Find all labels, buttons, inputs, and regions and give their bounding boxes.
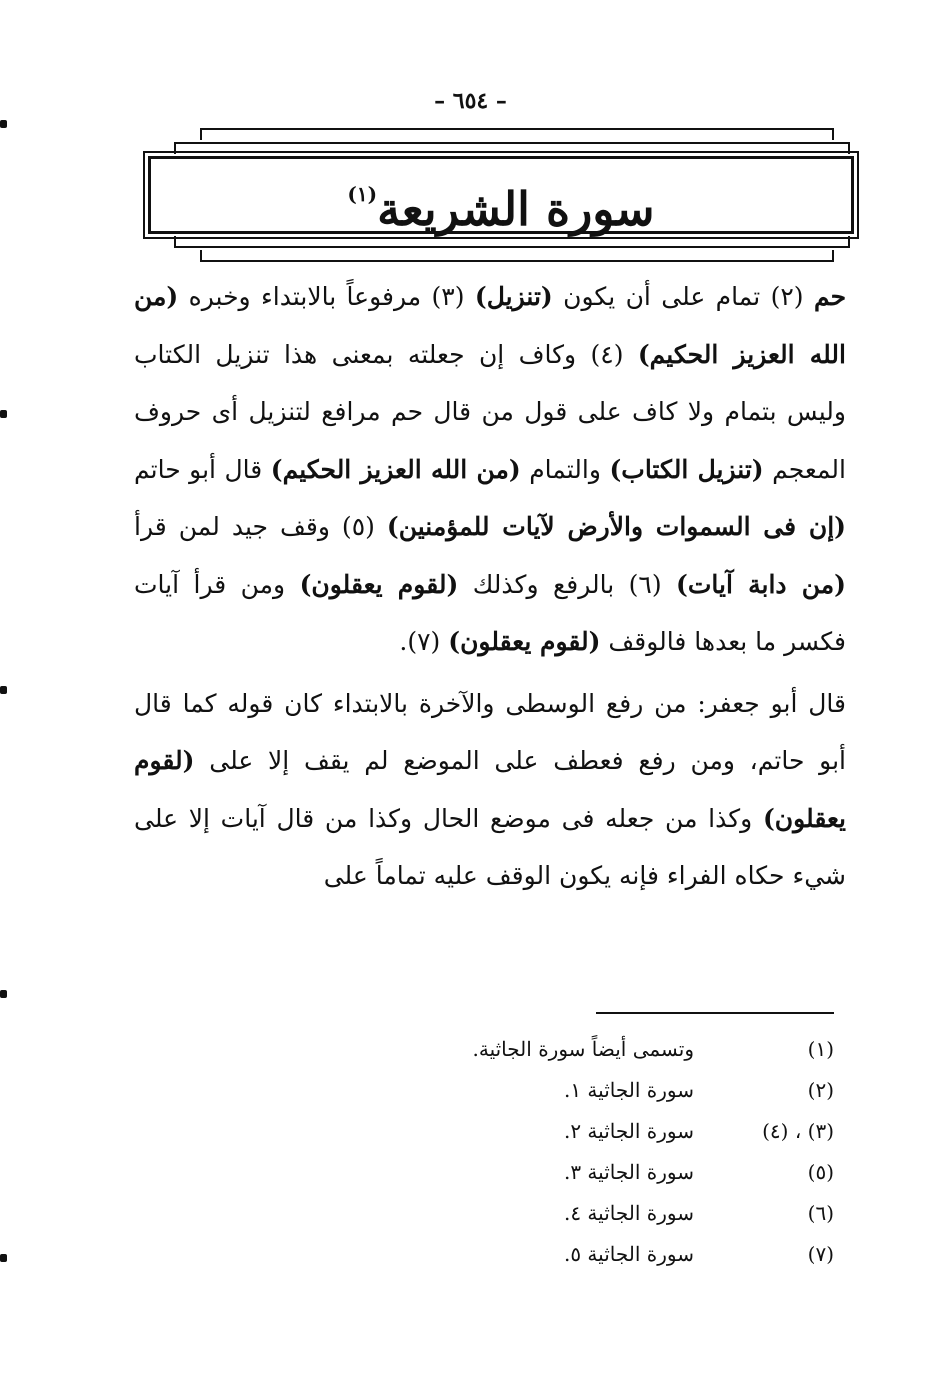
footnote-item <box>380 1192 840 1233</box>
scan-margin-mark <box>0 1254 7 1262</box>
footnote-item <box>380 1233 840 1274</box>
title-frame-line <box>200 128 834 140</box>
quran-quote: (من الله العزيز الحكيم) <box>134 282 846 369</box>
paragraph-2 <box>134 675 846 905</box>
scan-margin-mark <box>0 120 7 128</box>
quran-quote: (لقوم يعقلون) <box>134 746 846 833</box>
footnote-number: (٦) <box>807 1200 834 1225</box>
commentary-text: (٤) وكاف إن جعلته بمعنى هذا تنزيل الكتاب وليس بتمام ولا كاف على قول من قال حم مرافع لتنزيل أى حروف المعجم <box>134 339 846 484</box>
commentary-text: قال أبو حاتم <box>134 454 271 484</box>
quran-quote: حم <box>813 282 847 311</box>
footnote-text: سورة الجاثية ٣. <box>563 1159 694 1184</box>
footnote-number: (٥) <box>807 1159 834 1184</box>
footnotes-list <box>380 1028 840 1274</box>
title-frame-line <box>174 142 850 154</box>
footnote-number: (٢) <box>807 1077 834 1102</box>
footnote-item <box>380 1069 840 1110</box>
quran-quote: (من الله العزيز الحكيم) <box>270 454 521 484</box>
quran-quote: (لقوم يعقلون) <box>299 569 459 599</box>
scan-margin-mark <box>0 990 7 998</box>
footnote-text: سورة الجاثية ١. <box>563 1077 694 1102</box>
quran-quote: (إن فى السموات والأرض لآيات للمؤمنين) <box>386 512 847 541</box>
quran-quote: (تنزيل) <box>474 282 553 311</box>
surah-title <box>148 164 854 239</box>
commentary-text: والتمام <box>520 454 610 484</box>
page-number: – ٦٥٤ – <box>434 88 507 114</box>
body-text <box>134 268 846 905</box>
footnote-number: (٧) <box>807 1241 834 1266</box>
quran-quote: (من دابة آيات) <box>676 569 847 599</box>
footnote-number: (٣) ، (٤) <box>762 1118 834 1143</box>
footnote-separator <box>596 1012 834 1014</box>
footnote-text: سورة الجاثية ٢. <box>563 1118 694 1143</box>
commentary-text: (٥) وقف جيد لمن قرأ <box>134 512 387 541</box>
scan-margin-mark <box>0 410 7 418</box>
title-footnote-marker: (١) <box>347 182 378 206</box>
quran-quote: (تنزيل الكتاب) <box>609 454 764 484</box>
paragraph-1 <box>134 268 846 671</box>
commentary-text: (٧). <box>399 627 449 656</box>
footnote-number: (١) <box>807 1036 834 1061</box>
footnote-item <box>380 1151 840 1192</box>
footnote-text: سورة الجاثية ٥. <box>563 1241 694 1266</box>
commentary-text: (٢) تمام على أن يكون <box>552 282 814 311</box>
surah-title-text: سورة الشريعة <box>377 182 655 236</box>
title-frame-line <box>200 250 834 262</box>
footnote-text: وتسمى أيضاً سورة الجاثية. <box>472 1036 694 1061</box>
commentary-text: ومن قرأ آيات فكسر ما بعدها فالوقف <box>134 569 846 656</box>
commentary-text: (٣) مرفوعاً بالابتداء وخبره <box>178 282 475 311</box>
commentary-text: قال أبو جعفر: من رفع الوسطى والآخرة بالابتداء كان قوله كما قال أبو حاتم، ومن رفع فعطف على الموضع لم يقف إلا على <box>134 688 846 775</box>
footnote-text: سورة الجاثية ٤. <box>563 1200 694 1225</box>
footnote-item <box>380 1110 840 1151</box>
commentary-text: وكذا من جعله فى موضع الحال وكذا من قال آيات إلا على شيء حكاه الفراء فإنه يكون الوقف عليه تماماً على <box>134 803 846 890</box>
commentary-text: (٦) بالرفع وكذلك <box>458 569 677 599</box>
scan-margin-mark <box>0 686 7 694</box>
quran-quote: (لقوم يعقلون) <box>448 627 601 656</box>
footnote-item <box>380 1028 840 1069</box>
